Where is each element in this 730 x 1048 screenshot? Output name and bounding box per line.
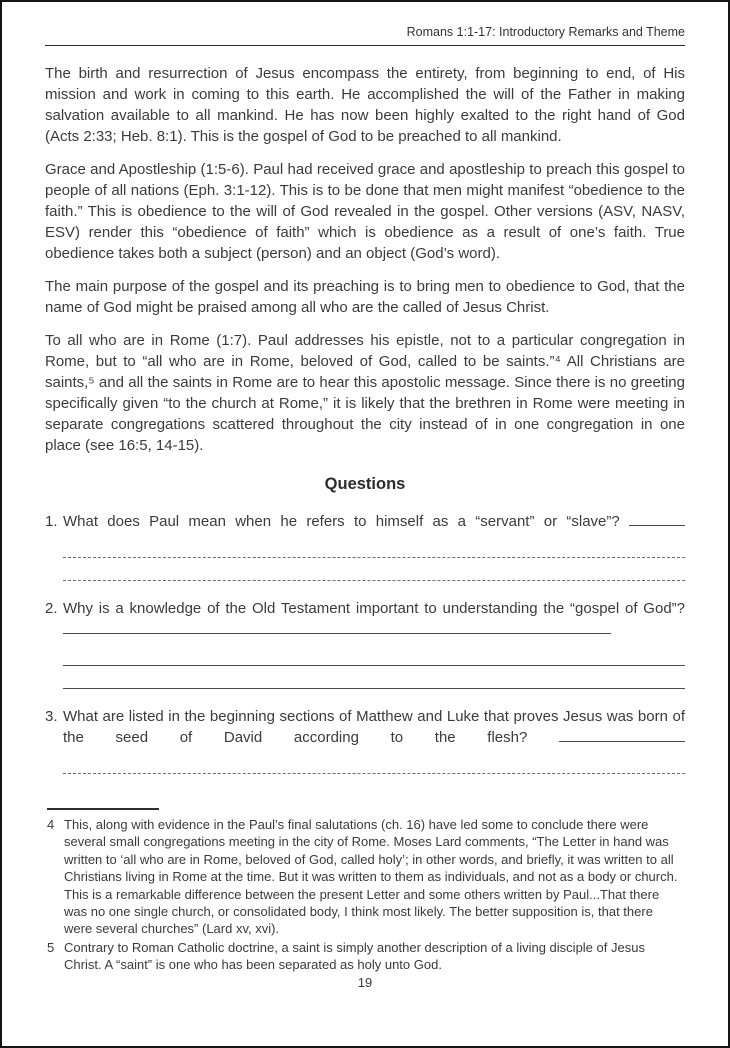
- question-1: [45, 511, 685, 532]
- answer-line: [63, 666, 685, 689]
- footnote-5-number: 5: [47, 939, 55, 955]
- questions-heading: Questions: [324, 475, 406, 493]
- running-header: Romans 1:1-17: Introductory Remarks and Theme: [406, 25, 685, 39]
- header-divider: [45, 45, 685, 46]
- question-2-text: Why is a knowledge of the Old Testament important to understanding the “gospel of God”?: [63, 600, 685, 617]
- question-1-text: What does Paul mean when he refers to himself as a “servant” or “slave”?: [63, 513, 620, 530]
- question-3-number: 3.: [45, 708, 58, 725]
- question-3: [45, 706, 685, 748]
- question-2-number: 2.: [45, 600, 58, 617]
- question-1-answer-blank: [629, 511, 685, 526]
- answer-line: [63, 643, 685, 666]
- paragraph-grace-apostleship: Grace and Apostleship (1:5-6). Paul had received grace and apostleship to preach this gospel to people of all nations (Eph. 3:1-12). This is to be done that men might manifest “obedience to the faith.” This is obedience to the will of God revealed in the gospel. Other versions (ASV, NASV, ESV) render this “obedience of faith” which is obedience as a result of one’s faith. True obedience takes both a subject (person) and an object (God’s word).: [45, 161, 685, 262]
- question-3-text: What are listed in the beginning sections of Matthew and Luke that proves Jesus was born of the seed of David according to the flesh?: [63, 708, 685, 746]
- question-2-answer-blank: [63, 619, 611, 634]
- answer-line: [63, 558, 685, 581]
- page-number: 19: [357, 974, 373, 990]
- footnote-4-number: 4: [47, 817, 55, 832]
- question-block-2: [45, 598, 685, 689]
- question-3-answer-blank: [559, 727, 685, 742]
- paragraph-to-all-in-rome: To all who are in Rome (1:7). Paul addresses his epistle, not to a particular congregation in Rome, but to “all who are in Rome, beloved of God, called to be saints.”⁴ All Christians are saints,⁵ and all the saints in Rome are to hear this apostolic message. Since there is no greeting specifically given “to the church at Rome,” it is likely that the brethren in Rome were meeting in separate congregations scattered throughout the city instead of in one congregation in one place (see 16:5, 14-15).: [45, 332, 685, 454]
- question-1-number: 1.: [45, 513, 58, 530]
- footnote-divider: [47, 808, 159, 810]
- question-block-3: [45, 706, 685, 774]
- paragraph-gospel-summary: The birth and resurrection of Jesus encompass the entirety, from beginning to end, of His mission and work in coming to this earth. He accomplished the will of the Father in making salvation available to all mankind. He has now been highly exalted to the right hand of God (Acts 2:33; Heb. 8:1). This is the gospel of God to be preached to all mankind.: [45, 65, 685, 145]
- footnote-5: [47, 939, 683, 974]
- paragraph-main-purpose: The main purpose of the gospel and its preaching is to bring men to obedience to God, that the name of God might be praised among all who are the called of Jesus Christ.: [45, 278, 685, 316]
- answer-line: [63, 535, 685, 558]
- footnote-4: [47, 816, 683, 938]
- footnote-5-text: Contrary to Roman Catholic doctrine, a saint is simply another description of a living disciple of Jesus Christ. A “saint” is one who has been separated as holy unto God.: [64, 939, 645, 973]
- footnote-4-text: This, along with evidence in the Paul’s final salutations (ch. 16) have led some to conclude there were several small congregations meeting in the city of Rome. Moses Lard comments, “The Letter in hand was written to ‘all who are in Rome, beloved of God, called holy’; in other words, and briefly, it was written to all Christians living in Rome at the time. But it was written to them as individuals, and not as a body or church. This is a remarkable difference between the present Letter and some others written by Paul...That there was no one single church, or consolidated body, I think most likely. The better supposition is, that there were several churches” (Lard xv, xvi).: [64, 817, 678, 937]
- footnotes-section: [47, 808, 683, 990]
- question-block-1: [45, 511, 685, 581]
- question-2: [45, 598, 685, 640]
- answer-line: [63, 751, 685, 774]
